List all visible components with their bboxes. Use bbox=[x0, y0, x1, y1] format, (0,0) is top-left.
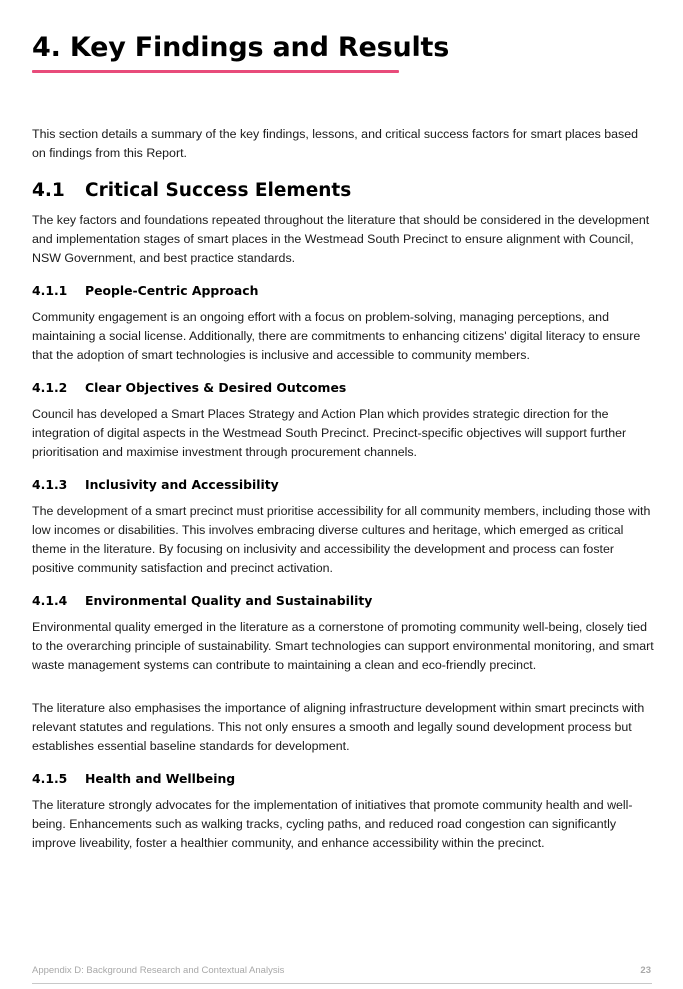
section-heading bbox=[32, 178, 654, 204]
footer-page-number: 23 bbox=[640, 965, 651, 976]
subsection-paragraph: Environmental quality emerged in the literature as a cornerstone of promoting community well-being, closely tied to the overarching principle of sustainability. Smart technologies can support environmental monitoring, and smart waste management systems can contribute to maintaining a clean and eco-friendly precinct. bbox=[32, 620, 654, 672]
subsection-heading bbox=[32, 282, 654, 300]
subsection-number: 4.1.2 bbox=[32, 380, 68, 395]
subsection-number: 4.1.3 bbox=[32, 477, 68, 492]
title-underline bbox=[32, 70, 399, 73]
subsection-paragraph: The literature also emphasises the importance of aligning infrastructure development within smart precincts with relevant statutes and regulations. This not only ensures a smooth and legally sound development process but establishes essential baseline standards for development. bbox=[32, 701, 645, 753]
subsection-title: People-Centric Approach bbox=[85, 283, 259, 298]
section-number: 4.1 bbox=[32, 180, 65, 201]
subsection-title: Inclusivity and Accessibility bbox=[85, 477, 279, 492]
page-intro: This section details a summary of the key findings, lessons, and critical success factors for smart places based on findings from this Report. bbox=[32, 127, 639, 160]
subsection-heading bbox=[32, 770, 654, 788]
subsection-heading bbox=[32, 379, 654, 397]
subsection-number: 4.1.5 bbox=[32, 771, 68, 786]
subsection-title: Environmental Quality and Sustainability bbox=[85, 593, 373, 608]
subsection-heading bbox=[32, 592, 654, 610]
subsection-number: 4.1.4 bbox=[32, 593, 68, 608]
subsection-title: Clear Objectives & Desired Outcomes bbox=[85, 380, 347, 395]
section-title: Critical Success Elements bbox=[85, 180, 352, 201]
section-intro: The key factors and foundations repeated throughout the literature that should be considered in the development and implementation stages of smart places in the Westmead South Precinct to ensure alignment with Council, NSW Government, and best practice standards. bbox=[32, 213, 650, 265]
subsection-heading bbox=[32, 476, 654, 494]
subsection-paragraph: The literature strongly advocates for the implementation of initiatives that promote community health and well-being. Enhancements such as walking tracks, cycling paths, and reduced road congestion can significantly improve liveability, foster a healthier community, and enhance accessibility within the precinct. bbox=[32, 798, 633, 850]
subsection-title: Health and Wellbeing bbox=[85, 771, 236, 786]
footer-document-title: Appendix D: Background Research and Contextual Analysis bbox=[32, 965, 285, 976]
page-content bbox=[32, 125, 654, 853]
subsection-paragraph: The development of a smart precinct must prioritise accessibility for all community members, including those with low incomes or disabilities. This involves embracing diverse cultures and heritage, which emerged as critical theme in the literature. By focusing on inclusivity and accessibility the development and process can foster positive community satisfaction and precinct activation. bbox=[32, 504, 651, 575]
footer-divider bbox=[32, 983, 652, 984]
subsection-paragraph: Community engagement is an ongoing effort with a focus on problem-solving, managing perceptions, and maintaining a social license. Additionally, there are commitments to enhancing citizens' digital literacy to ensure that the adoption of smart technologies is inclusive and accessible to community members. bbox=[32, 310, 641, 362]
subsection-paragraph: Council has developed a Smart Places Strategy and Action Plan which provides strategic direction for the integration of digital aspects in the Westmead South Precinct. Precinct-specific objectives will support further prioritisation and maximise investment through procurement channels. bbox=[32, 407, 627, 459]
page-title: 4. Key Findings and Results bbox=[32, 32, 450, 63]
subsection-number: 4.1.1 bbox=[32, 283, 68, 298]
